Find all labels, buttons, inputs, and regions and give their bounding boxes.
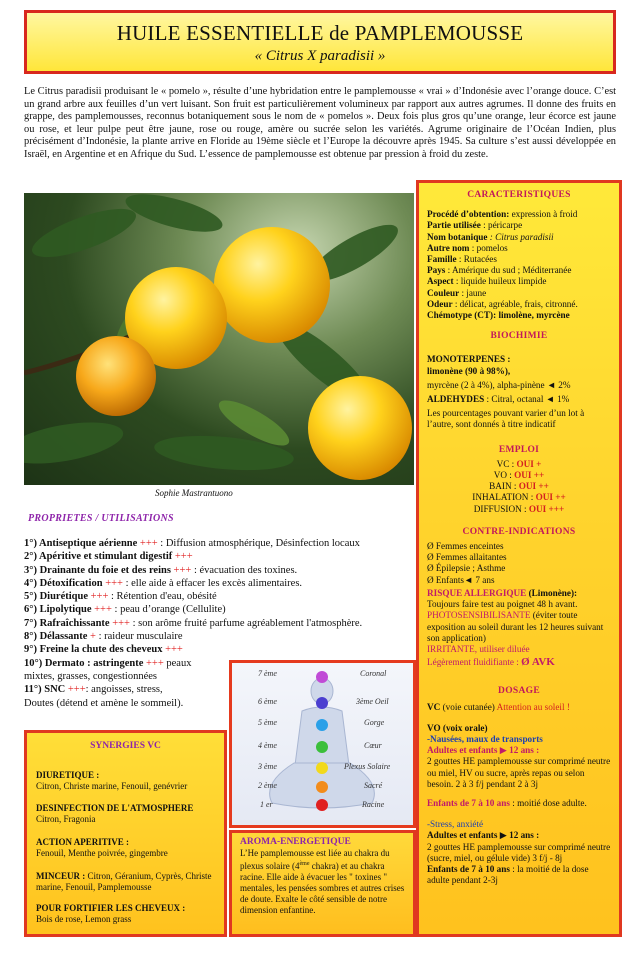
chakra-name: Cœur xyxy=(364,741,382,750)
nausees: -Nausées, maux de transports xyxy=(427,733,543,744)
chakra-level: 4 ème xyxy=(258,741,277,750)
synergy-text: Citron, Fragonia xyxy=(36,814,96,824)
chakra-dot xyxy=(316,697,328,709)
propriete-item: Doutes (détend et amène le sommeil). xyxy=(24,697,184,709)
intro-paragraph: Le Citrus paradisii produisant le « pomelo », résulte d’une hybridation entre le pamplemousse « vrai » d’Indonésie avec l’orange douce. C’est un grand arbre aux feuilles d’un vert luisant. Son fruit est particulièrement volumineux par rapport aux autres agrumes. Il donne des fruits en grappe, des pamplemousses, reconnus botaniquement sous le nom de « pomelos ». Deux fois plus gros qu’une orange, leur écorce est jaune ou rose, et leur pulpe peut être jaune, rose ou rouge, amère ou sucrée selon les variétés. Agrume originaire de l’Océan Indien, plus précisément d’Indonésie, la plante arrive en Floride au 19ème siècle et l’Europe la découvre après 1945. Sa culture s’est aussi développée en Israël, en Argentine et en Afrique du Sud. L’essence de pamplemousse est obtenue par pression à froid du zeste. xyxy=(24,86,616,160)
carac-row: Procédé d’obtention: expression à froid xyxy=(427,209,578,220)
mono-main: limonène (90 à 98%), xyxy=(427,365,511,376)
stress: -Stress, anxiété xyxy=(427,819,484,830)
dosage-vo: VO (voix orale) xyxy=(427,722,488,733)
emploi-list xyxy=(427,459,611,515)
synergy-text: Citron, Christe marine, Fenouil, genévrier xyxy=(36,781,188,791)
carac-row: Nom botanique : Citrus paradisii xyxy=(427,231,554,242)
chakra-name: Gorge xyxy=(364,718,385,727)
propriete-item: 6°) Lipolytique +++ : peau d’orange (Cellulite) xyxy=(24,604,226,616)
synergies-panel xyxy=(24,730,227,937)
synergy-label: POUR FORTIFIER LES CHEVEUX : xyxy=(36,903,186,913)
contre-indications-list xyxy=(427,541,611,668)
ci-item: Ø Enfants◄ 7 ans xyxy=(427,574,495,585)
fluidifiante: Légèrement fluidifiante : Ø AVK xyxy=(427,656,555,669)
page-subtitle: « Citrus X paradisii » xyxy=(254,48,386,64)
dosage-vc: VC (voie cutanée) Attention au soleil ! xyxy=(427,701,570,712)
propriete-item: 5°) Diurétique +++ : Rétention d'eau, obésité xyxy=(24,591,217,603)
ci-item: Ø Femmes enceintes xyxy=(427,541,504,552)
chakra-name: Plexus Solaire xyxy=(344,762,391,771)
synergies-heading: SYNERGIES VC xyxy=(90,741,161,751)
adultes-stress-text: 2 gouttes HE pamplemousse sur comprimé neutre (sucre, miel, ou gélule vide) 3 f/j - 8j xyxy=(427,841,611,863)
chakra-level: 2 ème xyxy=(258,781,277,790)
aroma-energetique-panel xyxy=(229,830,416,937)
chakra-dot xyxy=(316,741,328,753)
biochimie-block xyxy=(427,354,611,430)
adultes-nausees: Adultes et enfants ▶ 12 ans : xyxy=(427,745,540,756)
chakra-dot xyxy=(316,671,328,683)
propriete-item: 8°) Délassante + : raideur musculaire xyxy=(24,631,183,643)
emploi-row: INHALATION : OUI ++ xyxy=(472,492,566,503)
aroma-heading: AROMA-ENERGETIQUE xyxy=(240,837,351,847)
biochimie-note: Les pourcentages pouvant varier d’un lot à l’autre, sont donnés à titre indicatif xyxy=(427,408,585,430)
caracteristiques-heading: CARACTERISTIQUES xyxy=(467,190,571,200)
aldehydes: ALDEHYDES : Citral, octanal ◄ 1% xyxy=(427,394,570,405)
synergy-text: Bois de rose, Lemon grass xyxy=(36,914,132,924)
synergy-text: Fenouil, Menthe poivrée, gingembre xyxy=(36,848,168,858)
chakra-level: 3 ème xyxy=(258,762,277,771)
carac-row: Aspect : liquide huileux limpide xyxy=(427,276,547,287)
chakra-level: 6 ème xyxy=(258,697,277,706)
mono-label: MONOTERPENES : xyxy=(427,354,511,365)
propriete-item: 7°) Rafraîchissante +++ : son arôme fruité parfume agréablement l'atmosphère. xyxy=(24,617,363,629)
emploi-heading: EMPLOI xyxy=(498,444,540,455)
carac-row: Autre nom : pomelos xyxy=(427,242,508,253)
photo-credit: Sophie Mastrantuono xyxy=(155,488,233,498)
chakra-diagram xyxy=(229,660,416,828)
title-box xyxy=(24,10,616,74)
propriete-item: 3°) Drainante du foie et des reins +++ : évacuation des toxines. xyxy=(24,564,298,576)
propriete-item: 9°) Freine la chute des cheveux +++ xyxy=(24,644,183,656)
propriete-item: 4°) Détoxification +++ : elle aide à effacer les excès alimentaires. xyxy=(24,577,303,589)
ci-item: Ø Épilepsie ; Asthme xyxy=(427,563,506,574)
chakra-name: Racine xyxy=(362,800,385,809)
mono-other: myrcène (2 à 4%), alpha-pinène ◄ 2% xyxy=(427,379,571,390)
proprietes-heading: PROPRIETES / UTILISATIONS xyxy=(28,513,174,524)
propriete-item: 11°) SNC +++: angoisses, stress, xyxy=(24,684,163,696)
chakra-name: 3ème Oeil xyxy=(356,697,389,706)
carac-row: Chémotype (CT): limolène, myrcène xyxy=(427,310,570,321)
ci-item: Ø Femmes allaitantes xyxy=(427,552,507,563)
propriete-item: 2°) Apéritive et stimulant digestif +++ xyxy=(24,551,193,563)
chakra-level: 1 er xyxy=(260,800,273,809)
photosensibilisante: PHOTOSENSIBILISANTE (éviter toute exposition au soleil durant les 12 heures suivant son application) xyxy=(427,610,604,643)
risque-allergique: RISQUE ALLERGIQUE (Limonène): xyxy=(427,587,578,598)
enfants-nausees: Enfants de 7 à 10 ans : moitié dose adulte. xyxy=(427,797,587,808)
adultes-stress: Adultes et enfants ▶ 12 ans : xyxy=(427,830,540,841)
synergy-label: ACTION APERITIVE : xyxy=(36,837,130,847)
adultes-nausees-text: 2 gouttes HE pamplemousse sur comprimé neutre ou miel, HV ou sucre, après repas ou selon besoin. 2 à 3 f/j pendant 2 à 3j xyxy=(427,756,611,789)
chakra-level: 7 ème xyxy=(258,669,277,678)
emploi-row: DIFFUSION : OUI +++ xyxy=(473,503,565,514)
chakra-name: Coronal xyxy=(360,669,387,678)
aroma-text: L’He pamplemousse est liée au chakra du plexus solaire (4ème chakra) et au chakra racine. Elle aide à évacuer les " toxines " mentales, les pensées sombres et autres crises de doute. Exalte le côté sensible de notre dimension enfantine. xyxy=(240,848,405,915)
carac-row: Famille : Rutacées xyxy=(427,254,497,265)
grapefruit-photo xyxy=(24,193,414,485)
propriete-item: 1°) Antiseptique aérienne +++ : Diffusion atmosphérique, Désinfection locaux xyxy=(24,538,360,549)
chakra-dot xyxy=(316,719,328,731)
chakra-dot xyxy=(316,781,328,793)
chakra-level: 5 ème xyxy=(258,718,277,727)
dosage-block xyxy=(427,702,611,887)
carac-row: Couleur : jaune xyxy=(427,287,487,298)
biochimie-heading: BIOCHIMIE xyxy=(490,331,548,342)
right-info-panel xyxy=(416,180,622,937)
risque-text: Toujours faire test au poignet 48 h avant. xyxy=(427,599,578,610)
emploi-row: VC : OUI + xyxy=(496,458,542,469)
dosage-heading: DOSAGE xyxy=(498,686,540,697)
chakra-dot xyxy=(316,762,328,774)
page-title: HUILE ESSENTIELLE de PAMPLEMOUSSE xyxy=(116,21,524,45)
synergy-label: DIURETIQUE : xyxy=(36,770,100,780)
chakra-dot xyxy=(316,799,328,811)
emploi-row: BAIN : OUI ++ xyxy=(489,481,549,492)
chakra-name: Sacré xyxy=(364,781,383,790)
enfants-stress: Enfants de 7 à 10 ans : la moitié de la dose adulte pendant 2-3j xyxy=(427,863,589,886)
emploi-row: VO : OUI ++ xyxy=(493,470,545,481)
grapefruit-tree-illustration xyxy=(24,193,414,485)
irritante: IRRITANTE, utiliser diluée xyxy=(427,643,530,654)
caracteristiques-list xyxy=(427,209,611,321)
synergy-minceur: MINCEUR : Citron, Géranium, Cyprès, Christe marine, Fenouil, Pamplemousse xyxy=(36,871,212,892)
propriete-item: mixtes, grasses, congestionnées xyxy=(24,670,157,682)
propriete-item: 10°) Dermato : astringente +++ peaux xyxy=(24,657,192,669)
synergy-label: DESINFECTION DE L'ATMOSPHERE xyxy=(36,803,194,813)
carac-row: Partie utilisée : péricarpe xyxy=(427,220,523,231)
carac-row: Odeur : délicat, agréable, frais, citronné. xyxy=(427,298,578,309)
contre-indications-heading: CONTRE-INDICATIONS xyxy=(462,526,576,537)
carac-row: Pays : Amérique du sud ; Méditerranée xyxy=(427,265,572,276)
